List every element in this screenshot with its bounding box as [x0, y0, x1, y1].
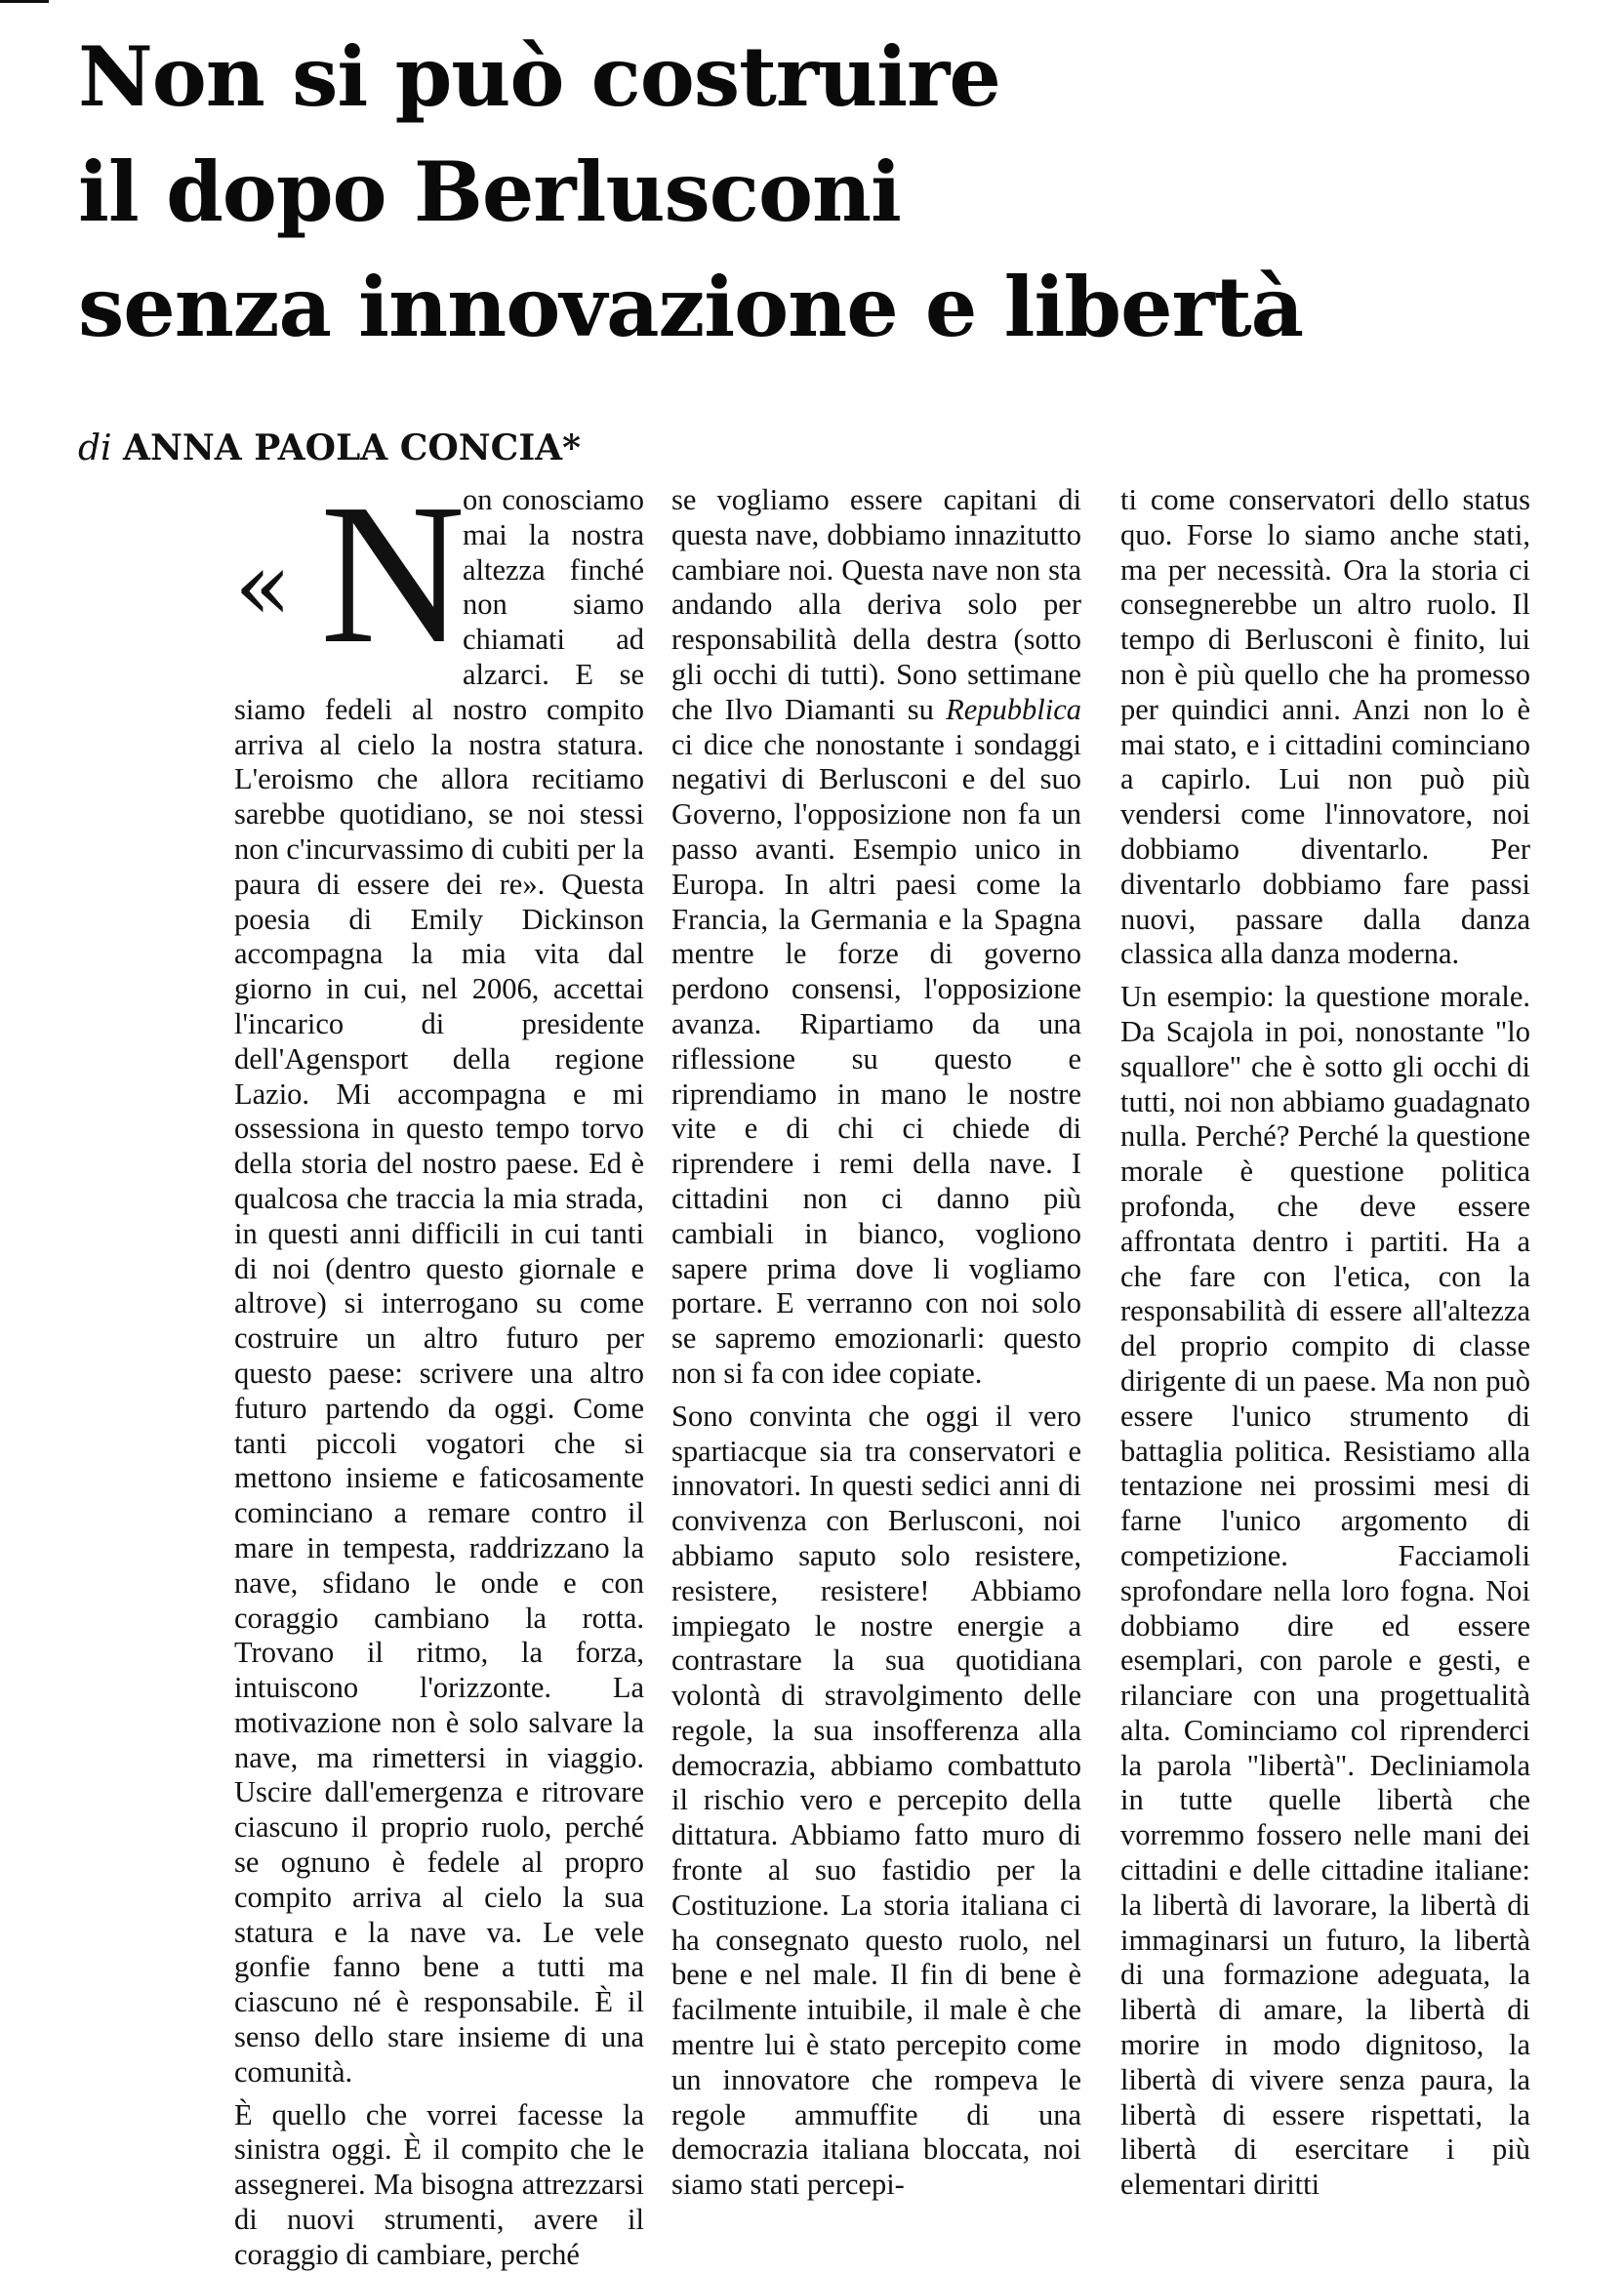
- opening-quote-mark: «: [234, 532, 292, 641]
- paragraph: Un esempio: la questione morale. Da Scajola in poi, nonostante "lo squallore" che è sotto gli occhi di tutti, noi non abbiamo guadagnato nulla. Perché? Perché la questione morale è questione politica profonda, che deve essere affrontata dentro i partiti. Ha a che fare con l'etica, con la responsabilità di essere all'altezza del proprio compito di classe dirigente di un paese. Ma non può essere l'unico strumento di battaglia politica. Resistiamo alla tentazione nei prossimi mesi di farne l'unico argomento di competizione. Facciamoli sprofondare nella loro fogna. Noi dobbiamo dire ed essere esemplari, con parole e gesti, e rilanciare con una progettualità alta. Cominciamo col riprenderci la parola "libertà". Decliniamola in tutte quelle libertà che vorremmo fossero nelle mani dei cittadini e delle cittadine italiane: la libertà di lavorare, la libertà di immaginarsi un futuro, la libertà di una formazione adeguata, la libertà di amare, la libertà di morire in modo dignitoso, la libertà di vivere senza paura, la libertà di essere rispettati, la libertà di esercitare i più elementari diritti: [1120, 980, 1530, 2202]
- drop-cap: N: [320, 462, 466, 685]
- top-rule: [0, 0, 49, 3]
- headline: [78, 20, 1562, 365]
- paragraph: ti come conservatori dello status quo. Forse lo siamo anche stati, ma per necessità. Ora la storia ci consegnerebbe un altro ruolo. Il tempo di Berlusconi è finito, lui non è più quello che ha promesso per quindici anni. Anzi non lo è mai stato, e i cittadini cominciano a capirlo. Lui non può più vendersi come l'innovatore, noi dobbiamo diventarlo. Per diventarlo dobbiamo fare passi nuovi, passare dalla danza classica alla danza moderna.: [1120, 483, 1530, 971]
- headline-line-3: senza innovazione e libertà: [78, 259, 1304, 355]
- article-column-1: [234, 462, 644, 2273]
- headline-line-1: Non si può costruire: [78, 28, 1000, 125]
- paragraph: È quello che vorrei facesse la sinistra oggi. È il compito che le assegnerei. Ma bisogna attrezzarsi di nuovi strumenti, avere il coraggio di cambiare, perché: [234, 2097, 644, 2271]
- paragraph-text: se vogliamo essere capitani di questa nave, dobbiamo innazitutto cambiare noi. Questa nave non sta andando alla deriva solo per responsabilità della destra (sotto gli occhi di tutti). Sono settimane che Ilvo Diamanti su: [671, 483, 1081, 726]
- paragraph-text: ci dice che nonostante i sondaggi negativi di Berlusconi e del suo Governo, l'opposizione non fa un passo avanti. Esempio unico in Europa. In altri paesi come la Francia, la Germania e la Spagna mentre le forze di governo perdono consensi, l'opposizione avanza. Ripartiamo da una riflessione su questo e riprendiamo in mano le nostre vite e di chi ci chiede di riprendere i remi della nave. I cittadini non ci danno più cambiali in bianco, vogliono sapere prima dove li vogliamo portare. E verranno con noi solo se sapremo emozionarli: questo non si fa con idee copiate.: [671, 727, 1081, 1390]
- byline-author: ANNA PAOLA CONCIA*: [123, 427, 581, 468]
- byline-prefix: di: [78, 428, 112, 468]
- article-column-3: [1120, 483, 1530, 2203]
- article-column-2: [671, 483, 1081, 2203]
- paragraph: on conosciamo mai la nostra altezza finché non siamo chiamati ad alzarci. E se siamo fedeli al nostro compito arriva al cielo la nostra statura. L'eroismo che allora recitiamo sarebbe quotidiano, se noi stessi non c'incurvassimo di cubiti per la paura di essere dei re». Questa poesia di Emily Dickinson accompagna la mia vita dal giorno in cui, nel 2006, accettai l'incarico di presidente dell'Agensport della regione Lazio. Mi accompagna e mi ossessiona in questo tempo torvo della storia del nostro paese. Ed è qualcosa che traccia la mia strada, in questi anni difficili in cui tanti di noi (dentro questo giornale e altrove) si interrogano su come costruire un altro futuro per questo paese: scrivere una altro futuro partendo da oggi. Come tanti piccoli vogatori che si mettono insieme e faticosamente cominciano a remare contro il mare in tempesta, raddrizzano la nave, sfidano le onde e con coraggio cambiano la rotta. Trovano il ritmo, la forza, intuiscono l'orizzonte. La motivazione non è solo salvare la nave, ma rimettersi in viaggio. Uscire dall'emergenza e ritrovare ciascuno il proprio ruolo, perché se ognuno è fedele al propro compito arriva al cielo la sua statura e la nave va. Le vele gonfie fanno bene a tutti ma ciascuno né è responsabile. È il senso dello stare insieme di una comunità.: [234, 483, 644, 2089]
- headline-line-2: il dopo Berlusconi: [78, 143, 901, 240]
- drop-cap-block: [234, 462, 466, 685]
- paragraph: Sono convinta che oggi il vero spartiacque sia tra conservatori e innovatori. In questi sedici anni di convivenza con Berlusconi, noi abbiamo saputo solo resistere, resistere, resistere! Abbiamo impiegato le nostre energie a contrastare la sua quotidiana volontà di stravolgimento delle regole, la sua insofferenza alla democrazia, abbiamo combattuto il rischio vero e percepito della dittatura. Abbiamo fatto muro di fronte al suo fastidio per la Costituzione. La storia italiana ci ha consegnato questo ruolo, nel bene e nel male. Il fin di bene è facilmente intuibile, il male è che mentre lui è stato percepito come un innovatore che rompeva le regole ammuffite di una democrazia italiana bloccata, noi siamo stati percepi-: [671, 1399, 1081, 2202]
- newspaper-name: Repubblica: [946, 692, 1082, 726]
- paragraph: [671, 483, 1081, 1392]
